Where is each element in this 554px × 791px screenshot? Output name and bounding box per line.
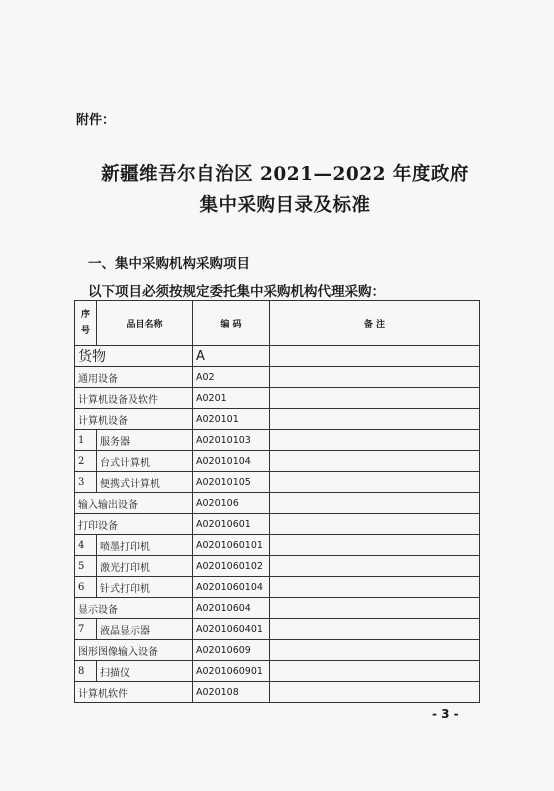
row-note [270, 640, 480, 661]
row-code: A0201060104 [193, 577, 270, 598]
header-seq-top: 序 [80, 310, 90, 320]
row-code: A0201060101 [193, 535, 270, 556]
document-title-line2: 集中采购目录及标准 [199, 195, 371, 216]
row-code: A02010609 [193, 640, 270, 661]
row-note [270, 430, 480, 451]
row-name: 激光打印机 [97, 556, 193, 577]
row-name: 计算机设备及软件 [75, 388, 193, 409]
procurement-catalog-table [74, 300, 480, 703]
table-row [75, 367, 480, 388]
header-note: 备 注 [270, 301, 480, 346]
table-row [75, 451, 480, 472]
row-code: A020101 [193, 409, 270, 430]
section-intro: 以下项目必须按规定委托集中采购机构代理采购： [88, 284, 385, 300]
page-number: - 3 - [432, 707, 459, 721]
row-note [270, 388, 480, 409]
row-code: A02010103 [193, 430, 270, 451]
row-note [270, 556, 480, 577]
row-code: A020108 [193, 682, 270, 703]
table-row [75, 514, 480, 535]
row-name: 扫描仪 [97, 661, 193, 682]
row-code: A02010104 [193, 451, 270, 472]
row-note [270, 367, 480, 388]
row-code: A02010604 [193, 598, 270, 619]
row-name: 台式计算机 [97, 451, 193, 472]
table-row [75, 682, 480, 703]
table-row [75, 661, 480, 682]
row-code: A [193, 346, 270, 367]
table-header-row [75, 301, 480, 346]
row-seq: 3 [75, 472, 97, 493]
row-note [270, 409, 480, 430]
header-seq [75, 301, 97, 346]
row-name: 显示设备 [75, 598, 193, 619]
row-code: A0201060102 [193, 556, 270, 577]
row-note [270, 535, 480, 556]
table-row [75, 535, 480, 556]
row-code: A0201 [193, 388, 270, 409]
row-code: A0201060901 [193, 661, 270, 682]
row-note [270, 493, 480, 514]
row-name: 打印设备 [75, 514, 193, 535]
document-title-line1: 新疆维吾尔自治区 2021—2022 年度政府 [101, 164, 469, 185]
row-seq: 4 [75, 535, 97, 556]
row-name: 货物 [75, 346, 193, 367]
row-note [270, 682, 480, 703]
row-name: 服务器 [97, 430, 193, 451]
row-note [270, 598, 480, 619]
row-name: 液晶显示器 [97, 619, 193, 640]
row-seq: 6 [75, 577, 97, 598]
row-name: 计算机软件 [75, 682, 193, 703]
row-note [270, 577, 480, 598]
row-seq: 1 [75, 430, 97, 451]
table-row [75, 619, 480, 640]
row-note [270, 451, 480, 472]
row-note [270, 661, 480, 682]
row-seq: 8 [75, 661, 97, 682]
row-name: 输入输出设备 [75, 493, 193, 514]
row-seq: 5 [75, 556, 97, 577]
row-name: 图形图像输入设备 [75, 640, 193, 661]
table-row [75, 472, 480, 493]
row-note [270, 619, 480, 640]
row-note [270, 514, 480, 535]
table-row [75, 346, 480, 367]
attachment-label: 附件： [76, 113, 116, 128]
row-note [270, 346, 480, 367]
section-heading: 一、集中采购机构采购项目 [88, 256, 250, 272]
row-seq: 2 [75, 451, 97, 472]
row-seq: 7 [75, 619, 97, 640]
header-code: 编 码 [193, 301, 270, 346]
header-seq-bottom: 号 [80, 326, 90, 336]
table-row [75, 430, 480, 451]
table-row [75, 577, 480, 598]
header-item-name: 品目名称 [97, 301, 193, 346]
row-code: A0201060401 [193, 619, 270, 640]
table-row [75, 640, 480, 661]
row-name: 通用设备 [75, 367, 193, 388]
row-name: 计算机设备 [75, 409, 193, 430]
table-row [75, 556, 480, 577]
table-row [75, 493, 480, 514]
row-name: 针式打印机 [97, 577, 193, 598]
row-code: A020106 [193, 493, 270, 514]
row-note [270, 472, 480, 493]
row-code: A02010105 [193, 472, 270, 493]
table-row [75, 598, 480, 619]
table-row [75, 409, 480, 430]
row-code: A02 [193, 367, 270, 388]
table-row [75, 388, 480, 409]
row-code: A02010601 [193, 514, 270, 535]
row-name: 便携式计算机 [97, 472, 193, 493]
row-name: 喷墨打印机 [97, 535, 193, 556]
